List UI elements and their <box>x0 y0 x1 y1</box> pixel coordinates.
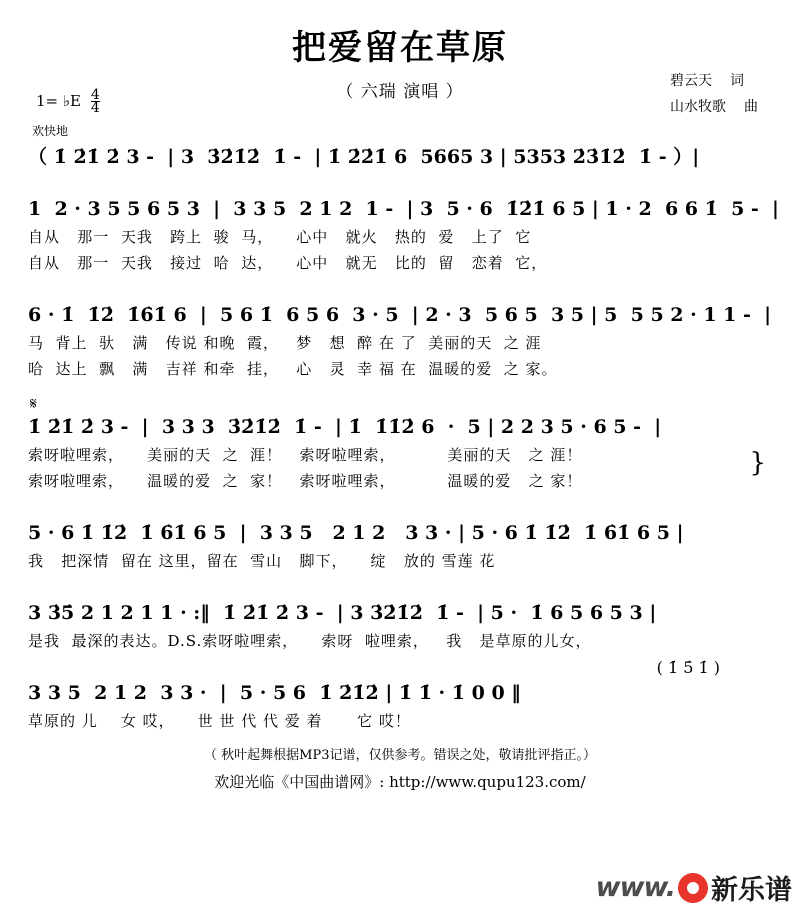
lyric-row-verse2: 自从 那一 天我 接过 哈 达， 心中 就无 比的 留 恋着 它， <box>28 254 548 272</box>
lyric-row-verse1: 是我 最深的表达。D.S.索呀啦哩索， 索呀 啦哩索， 我 是草原的儿女， <box>28 632 592 650</box>
music-system-2 <box>28 194 779 276</box>
composer-role: 曲 <box>744 99 758 115</box>
time-signature <box>91 89 100 114</box>
website-link[interactable]: 欢迎光临《中国曲谱网》: http://www.qupu123.com/ <box>214 773 586 791</box>
watermark-brand: 新乐谱 <box>711 875 792 906</box>
key-signature <box>36 87 100 117</box>
note-row: 3 3̇5̇ 2 1 2 1 1 · :‖ 1̇ 2̇1̇ 2̇ 3 - | 3 3̇2̇1̇2̇ 1̇ - | 5 · 1̇ 6 5 6 5 3 | <box>28 602 657 624</box>
ossia-note: ( 1̇ 5̇ 1̇ ) <box>656 658 720 677</box>
lyric-row-verse1: 马 背上 驮 满 传说 和晚 霞， 梦 想 醉 在 了 美丽的天 之 涯 <box>28 334 542 352</box>
watermark <box>596 868 792 907</box>
music-system-7 <box>28 658 772 734</box>
lyric-row-verse1: 自从 那一 天我 跨上 骏 马， 心中 就火 热的 爱 上了 它 <box>28 228 532 246</box>
music-system-4 <box>28 394 772 494</box>
repeat-brace: } <box>749 448 766 478</box>
lyric-row-verse1: 草原的 儿 女 哎， 世 世 代 代 爱 着 它 哎！ <box>28 712 411 730</box>
composer-row <box>670 94 758 120</box>
lyricist-role: 词 <box>730 73 744 89</box>
music-system-5 <box>28 518 772 574</box>
time-signature-numerator: 4 <box>90 87 100 103</box>
note-row: （ 1̇ 2̇1̇ 2̇ 3 - | 3 3̇2̇1̇2̇ 1̇ - | 1̇ 2̇2̇1̇ 6 5665 3 | 5353 2̇3̇1̇2̇ 1̇ - ）| <box>28 146 700 168</box>
tempo-marking: 欢快地 <box>32 124 69 138</box>
lyric-row-verse1: 索呀啦哩索， 美丽的天 之 涯！ 索呀啦哩索， 美丽的天 之 涯！ <box>28 446 583 464</box>
footnote-text: （ 秋叶起舞根据MP3记谱，仅供参考。错误之处，敬请批评指正。） <box>204 748 596 763</box>
time-signature-denominator: 4 <box>90 100 100 116</box>
watermark-www: www. <box>595 872 675 903</box>
segno-icon: 𝄋 <box>30 394 37 413</box>
note-row: 1 2 · 3 5 5 6 5 3 | 3 3 5 2 1 2 1 - | 3 5 · 6 1̇2̇1̇ 6 5 | 1 · 2 6 6 1̇ 5 - | <box>28 198 779 220</box>
credits-block <box>670 68 758 120</box>
note-row: 3 3 5 2 1 2 3 3 · | 5 · 5 6 1̇ 2̇1̇2̇ | 1̇ 1̇ · 1̇ 0 0 ‖ <box>28 682 521 704</box>
composer-name: 山水牧歌 <box>670 99 726 115</box>
lyric-row-verse2: 哈 达上 飘 满 吉祥 和牵 挂， 心 灵 幸 福 在 温暖的爱 之 家。 <box>28 360 558 378</box>
watermark-logo-icon <box>678 873 708 903</box>
music-system-3 <box>28 300 772 382</box>
note-row: 1̇ 2̇1̇ 2̇ 3 - | 3 3 3 3̇2̇1̇2̇ 1̇ - | 1̇ 1̇1̇2̇ 6 · 5 | 2 2 3 5 · 6 5 - | <box>28 416 662 438</box>
key-signature-text: 1= ♭E <box>36 92 81 110</box>
lyricist-name: 碧云天 <box>670 73 712 89</box>
page-title: 把爱留在草原 <box>292 28 508 68</box>
performer-subtitle: （ 六瑞 演唱 ） <box>336 82 464 102</box>
note-row: 5 · 6 1̇ 1̇2̇ 1̇ 6̇1̇ 6 5 | 3 3 5 2 1 2 3 3 · | 5 · 6 1̇ 1̇2̇ 1̇ 6̇1̇ 6 5 | <box>28 522 684 544</box>
music-system-6 <box>28 598 772 654</box>
lyric-row-verse2: 索呀啦哩索， 温暖的爱 之 家！ 索呀啦哩索， 温暖的爱 之 家！ <box>28 472 583 490</box>
lyric-row-verse1: 我 把深情 留在 这里，留在 雪山 脚下， 绽 放的 雪莲 花 <box>28 552 496 570</box>
music-system-1 <box>28 142 772 172</box>
note-row: 6 · 1̇ 1̇2̇ 1̇6̇1̇ 6 | 5 6 1̇ 6 5 6 3 · 5 | 2 · 3 5 6 5 3 5 | 5 5 5 2 · 1 1 - | <box>28 304 772 326</box>
lyricist-row <box>670 68 758 94</box>
